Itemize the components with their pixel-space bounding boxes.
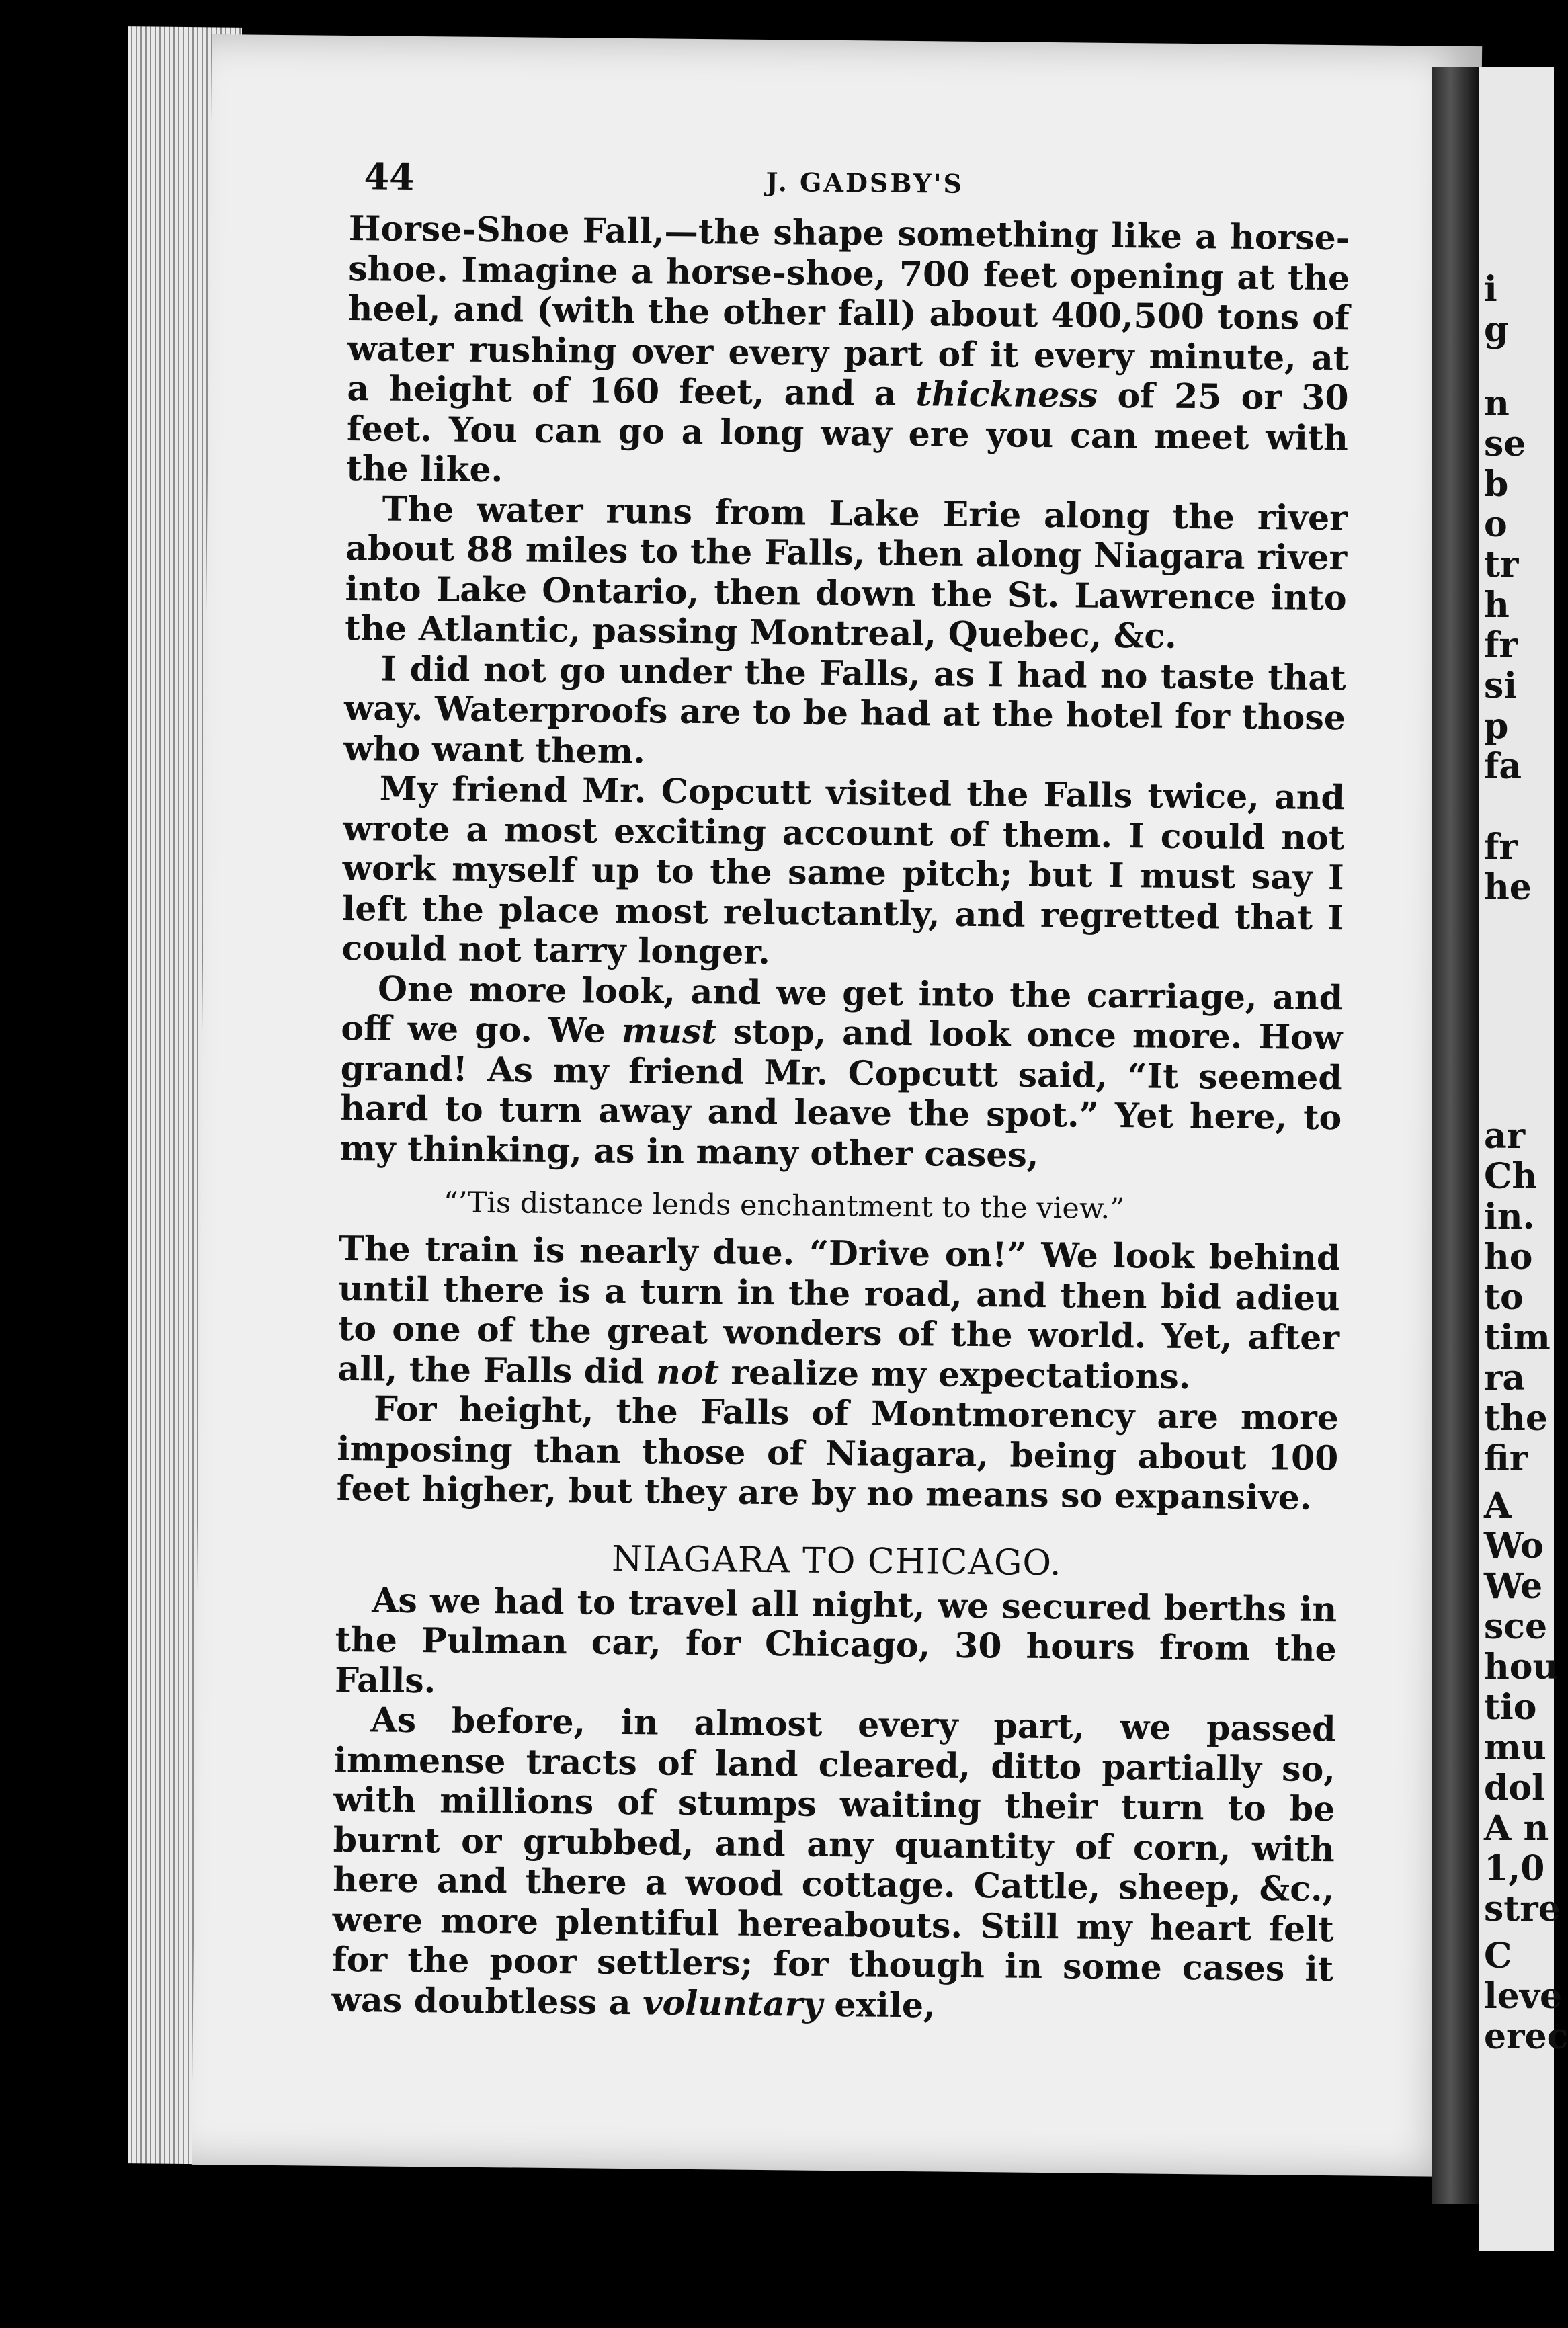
facing-text-fragment: b — [1484, 464, 1509, 505]
paragraph: As we had to travel all night, we secured berths in the Pulman car, for Chicago, 30 hours from the Falls. — [334, 1579, 1337, 1700]
facing-text-fragment: in. — [1484, 1196, 1535, 1237]
facing-text-fragment: he — [1484, 867, 1532, 908]
paragraph: Horse-Shoe Fall,—the shape something like a horse-shoe. Imagine a horse-shoe, 700 feet opening at the heel, and (with the other fall) about 400,500 tons of water rushing over every part of it every minute, at a height of 160 feet, and a thickness of 25 or 30 feet. You can go a long way ere you can meet with the like. — [346, 208, 1351, 490]
facing-text-fragment: A n — [1484, 1808, 1549, 1849]
facing-text-fragment: fr — [1484, 625, 1518, 666]
facing-text-fragment: dol — [1484, 1768, 1545, 1809]
section-heading: NIAGARA TO CHICAGO. — [611, 1538, 1062, 1583]
facing-text-fragment: to — [1484, 1277, 1524, 1318]
page-header — [349, 148, 1351, 218]
paragraph: I did not go under the Falls, as I had no taste that way. Waterproofs are to be had at the hotel for those who want them. — [343, 648, 1346, 771]
facing-text-fragment: 1,0 — [1484, 1848, 1545, 1889]
facing-text-fragment: the — [1484, 1398, 1548, 1439]
paragraph: For height, the Falls of Montmorency are more imposing than those of Niagara, being about 100 feet higher, but they are by no means so expansive. — [336, 1388, 1339, 1518]
paragraph: As before, in almost every part, we passed immense tracts of land cleared, ditto partially so, with millions of stumps waiting their turn to be burnt or grubbed, and any quantity of corn, with here and there a wood cottage. Cattle, sheep, &c., were more plentiful hereabouts. Still my heart felt for the poor settlers; for though in some cases it was doubtless a voluntary exile, — [331, 1700, 1336, 2025]
facing-text-fragment: C — [1484, 1936, 1512, 1977]
paragraph: The water runs from Lake Erie along the river about 88 miles to the Falls, then along Niagara river into Lake Ontario, then down the St. Lawrence into the Atlantic, passing Montreal, Quebec, &c. — [344, 488, 1348, 656]
facing-text-fragment: ar — [1484, 1116, 1526, 1157]
facing-text-fragment: leve — [1484, 1976, 1563, 2017]
facing-text-fragment: erec — [1484, 2016, 1568, 2057]
facing-text-fragment: h — [1484, 585, 1510, 626]
facing-text-fragment: Wo — [1484, 1526, 1544, 1567]
facing-text-fragment: i — [1484, 269, 1497, 310]
facing-text-fragment: tio — [1484, 1687, 1537, 1728]
facing-text-fragment: tr — [1484, 544, 1519, 585]
facing-text-fragment: se — [1484, 423, 1526, 464]
facing-text-fragment: sce — [1484, 1606, 1548, 1647]
facing-text-fragment: ho — [1484, 1237, 1533, 1278]
facing-text-fragment: fa — [1484, 746, 1522, 787]
facing-text-fragment: n — [1484, 383, 1510, 424]
page-text-block — [331, 148, 1351, 2029]
page-number: 44 — [364, 155, 415, 198]
facing-text-fragment: fir — [1484, 1438, 1528, 1479]
running-head: J. GADSBY'S — [766, 166, 964, 199]
facing-text-fragment: stre — [1484, 1888, 1561, 1929]
facing-text-fragment: g — [1484, 309, 1509, 350]
facing-text-fragment: A — [1484, 1485, 1512, 1526]
facing-text-fragment: hou — [1484, 1647, 1559, 1688]
facing-text-fragment: si — [1484, 665, 1518, 706]
facing-text-fragment: We — [1484, 1566, 1543, 1607]
facing-text-fragment: ra — [1484, 1358, 1526, 1399]
facing-text-fragment: mu — [1484, 1727, 1546, 1768]
facing-text-fragment: o — [1484, 504, 1508, 545]
facing-text-fragment: Ch — [1484, 1156, 1538, 1197]
facing-text-fragment: fr — [1484, 827, 1518, 868]
facing-text-fragment: p — [1484, 706, 1509, 747]
facing-page-edge — [1479, 67, 1568, 2251]
paragraph: One more look, and we get into the carriage, and off we go. We must stop, and look once more. How grand! As my friend Mr. Copcutt said, “It seemed hard to turn away and leave the spot.” Yet here, to my thinking, as in many other cases, — [339, 968, 1344, 1175]
block-quote: “’Tis distance lends enchantment to the view.” — [443, 1186, 1125, 1227]
paragraph: The train is nearly due. “Drive on!” We look behind until there is a turn in the road, and then bid adieu to one of the great wonders of the world. Yet, after all, the Falls did not realize my expectations. — [337, 1228, 1341, 1397]
facing-text-fragment: tim — [1484, 1317, 1551, 1358]
paragraph: My friend Mr. Copcutt visited the Falls twice, and wrote a most exciting account of them. I could not work myself up to the same pitch; but I must say I left the place most reluctantly, and regretted that I could not tarry longer. — [341, 768, 1346, 972]
book-gutter — [1432, 67, 1479, 2204]
